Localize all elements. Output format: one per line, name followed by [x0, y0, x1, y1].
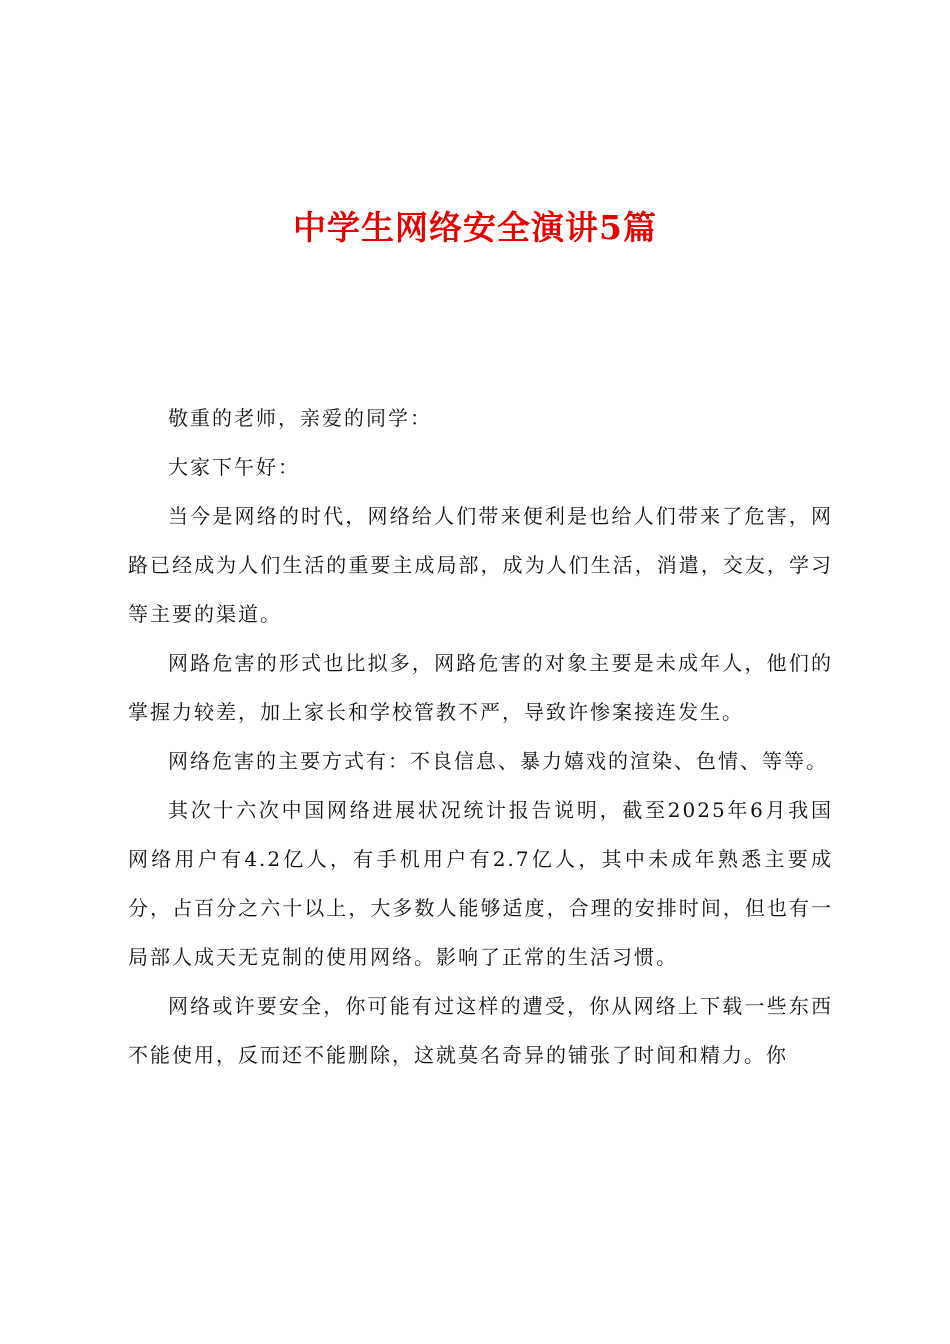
paragraph-greeting: 敬重的老师，亲爱的同学： — [168, 406, 432, 430]
paragraph: 网络危害的主要方式有：不良信息、暴力嬉戏的渲染、色情、等等。 — [168, 749, 828, 773]
paragraph-salutation: 大家下午好： — [168, 455, 300, 479]
paragraph: 其次十六次中国网络进展状况统计报告说明，截至2025年6月我国网络用户有4.2亿人，有手机用户有2.7亿人，其中未成年熟悉主要成分，占百分之六十以上，大多数人能够适度，合理的安排时间，但也有一局部人成天无克制的使用网络。影响了正常的生活习惯。 — [128, 798, 833, 969]
paragraph: 当今是网络的时代，网络给人们带来便利是也给人们带来了危害，网路已经成为人们生活的重要主成局部，成为人们生活，消遣，交友，学习等主要的渠道。 — [128, 504, 833, 626]
document-title: 中学生网络安全演讲5篇 — [293, 208, 657, 247]
document-body — [128, 394, 833, 1080]
paragraph: 网络或许要安全，你可能有过这样的遭受，你从网络上下载一些东西不能使用，反而还不能删除，这就莫名奇异的铺张了时间和精力。你 — [128, 994, 833, 1067]
paragraph: 网路危害的形式也比拟多，网路危害的对象主要是未成年人，他们的掌握力较差，加上家长和学校管教不严，导致许惨案接连发生。 — [128, 651, 833, 724]
